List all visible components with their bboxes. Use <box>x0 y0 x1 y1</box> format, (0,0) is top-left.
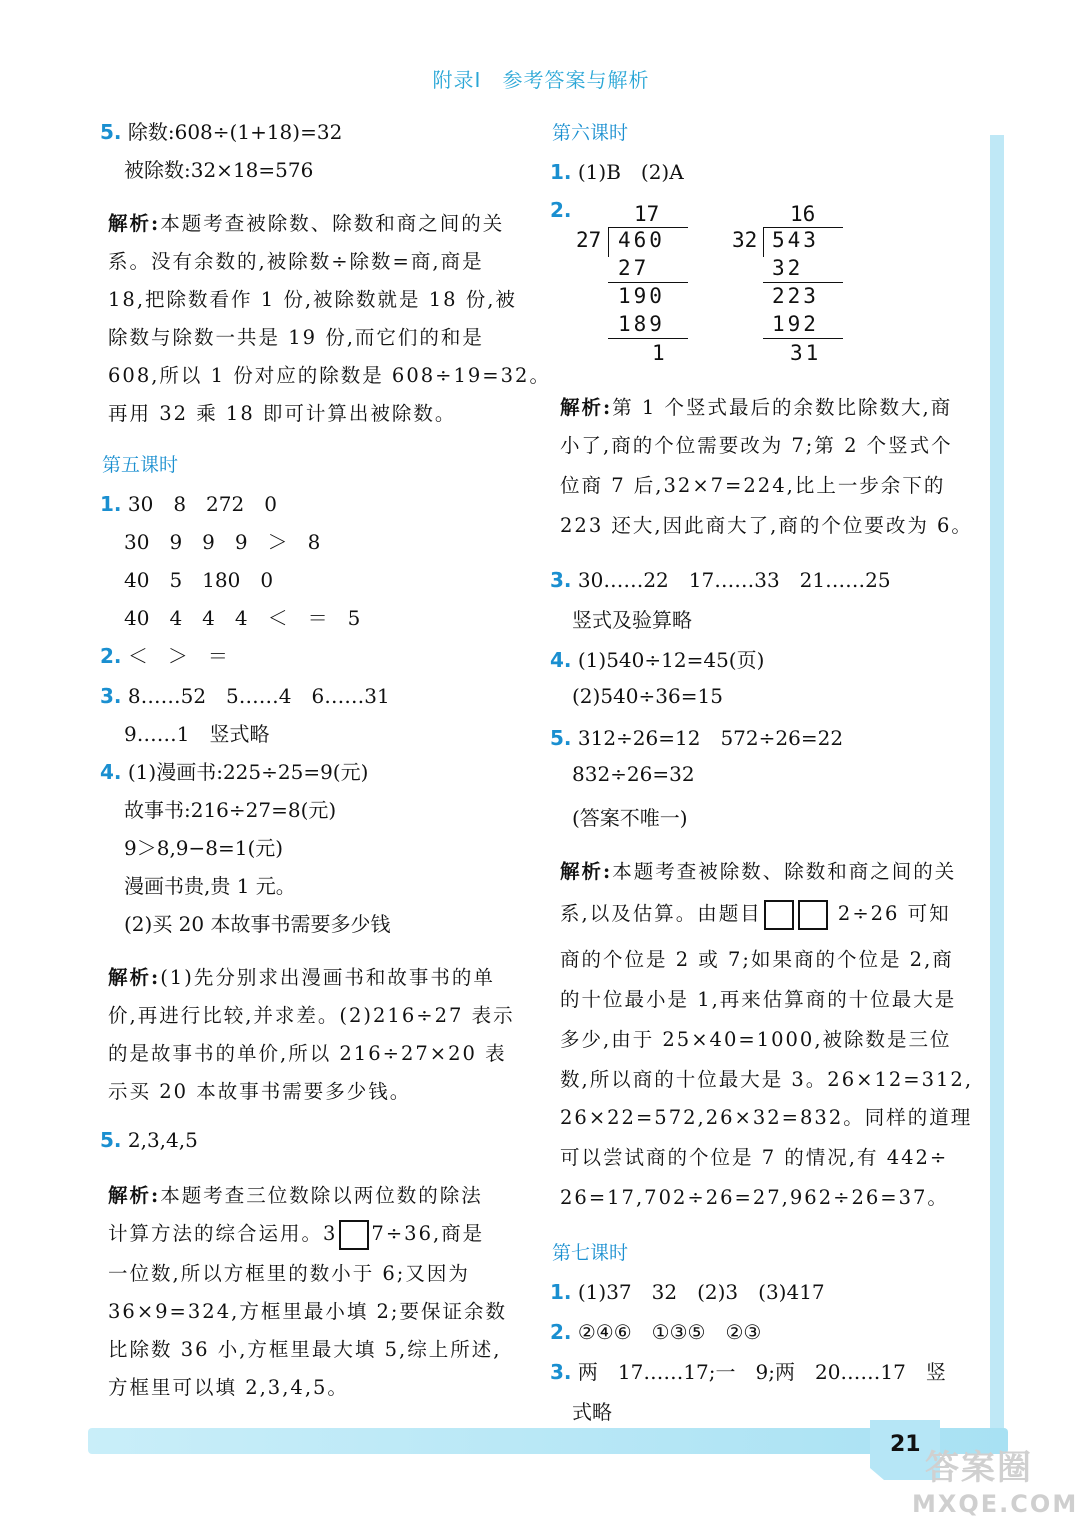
explanation-label: 解析: <box>108 1184 161 1207</box>
s6-q2-line <box>550 198 572 222</box>
step: 27 <box>618 256 650 280</box>
s6-q5-number: 5. <box>550 726 572 750</box>
q5-explanation-line: 再用 32 乘 18 即可计算出被除数。 <box>108 402 457 425</box>
s5-q4-line: (2)买 20 本故事书需要多少钱 <box>124 912 391 936</box>
explanation-label: 解析: <box>108 212 161 235</box>
rule <box>608 282 688 283</box>
s6-q2-explanation-line: 位商 7 后,32×7=224,比上一步余下的 <box>560 474 946 497</box>
s6-q5-explanation-line: 数,所以商的十位最大是 3。26×12=312, <box>560 1068 974 1091</box>
s5-q3-number: 3. <box>100 684 122 708</box>
q5-line2: 被除数:32×18=576 <box>124 158 314 182</box>
s5-q4-text: (1)漫画书:225÷25=9(元) <box>127 760 369 784</box>
s5-q1-line: 40 4 4 4 ＜ ＝ 5 <box>124 606 361 630</box>
rule <box>763 338 843 339</box>
s7-q1-line <box>550 1276 825 1305</box>
explanation-label: 解析: <box>560 396 613 419</box>
s5-q4-line: 故事书:216÷27=8(元) <box>124 798 337 822</box>
right-decor-band <box>990 135 1004 1435</box>
s6-q4-text: (1)540÷12=45(页) <box>577 648 765 672</box>
s5-q5-explanation-line: 方框里可以填 2,3,4,5。 <box>108 1376 349 1399</box>
s5-q3-line: 9……1 竖式略 <box>124 722 270 746</box>
blank-box <box>798 900 828 930</box>
s7-q1-text: (1)37 32 (2)3 (3)417 <box>577 1280 825 1304</box>
s6-q3-text: 30……22 17……33 21……25 <box>577 568 891 592</box>
step: 223 <box>772 284 819 308</box>
explanation-text: 2÷26 可知 <box>837 902 951 925</box>
s5-q3-text: 8……52 5……4 6……31 <box>127 684 390 708</box>
explanation-text: 本题考查被除数、除数和商之间的关 <box>160 212 505 235</box>
s6-q3-line <box>550 564 891 593</box>
section-title-6: 第六课时 <box>552 122 629 144</box>
s6-q5-text: 312÷26=12 572÷26=22 <box>577 726 844 750</box>
s6-q5-explanation-line: 商的个位是 2 或 7;如果商的个位是 2,商 <box>560 948 954 971</box>
s7-q3-number: 3. <box>550 1360 572 1384</box>
divisor: 32 <box>732 228 758 252</box>
s5-q3-line <box>100 680 390 709</box>
s5-q4-number: 4. <box>100 760 122 784</box>
quotient: 16 <box>790 202 816 226</box>
q5-explanation-line: 系。没有余数的,被除数÷除数=商,商是 <box>108 250 484 273</box>
explanation-label: 解析: <box>560 860 613 883</box>
rule <box>608 338 688 339</box>
explanation-text: 计算方法的综合运用。3 <box>108 1222 338 1245</box>
remainder: 1 <box>652 341 665 365</box>
blank-box <box>764 900 794 930</box>
s7-q3-text: 两 17……17;一 9;两 20……17 竖 <box>577 1360 946 1384</box>
step: 189 <box>618 312 665 336</box>
s6-q5-explanation-line: 的十位最小是 1,再来估算商的十位最大是 <box>560 988 957 1011</box>
s6-q4-line <box>550 644 764 673</box>
s5-q4-explanation-line: 的是故事书的单价,所以 216÷27×20 表 <box>108 1042 507 1065</box>
s6-q1-line <box>550 156 684 185</box>
q5-explanation-line <box>108 208 504 236</box>
s5-q4-explanation-line: 示买 20 本故事书需要多少钱。 <box>108 1080 412 1103</box>
step: 192 <box>772 312 819 336</box>
explanation-text: 第 1 个竖式最后的余数比除数大,商 <box>612 396 953 419</box>
remainder: 31 <box>790 341 822 365</box>
s6-q5-line <box>550 722 843 751</box>
s5-q5-text: 2,3,4,5 <box>127 1128 198 1152</box>
s6-q5-explanation-line: 26×22=572,26×32=832。同样的道理 <box>560 1106 973 1129</box>
s5-q2-line <box>100 640 228 669</box>
s6-q3-number: 3. <box>550 568 572 592</box>
s6-q2-explanation-line: 223 还大,因此商大了,商的个位要改为 6。 <box>560 514 973 537</box>
s5-q2-number: 2. <box>100 644 122 668</box>
quotient: 17 <box>634 202 660 226</box>
q5-text1: 除数:608÷(1+18)=32 <box>127 120 343 144</box>
explanation-text: 本题考查被除数、除数和商之间的关 <box>612 860 957 883</box>
s5-q1-text: 30 8 272 0 <box>127 492 277 516</box>
s7-q2-text: ②④⑥ ①③⑤ ②③ <box>577 1320 762 1344</box>
s5-q1-line: 40 5 180 0 <box>124 568 274 592</box>
s6-q5-explanation-line: 可以尝试商的个位是 7 的情况,有 442÷ <box>560 1146 949 1169</box>
s6-q2-explanation-line <box>560 392 952 420</box>
s5-q1-number: 1. <box>100 492 122 516</box>
s5-q5-number: 5. <box>100 1128 122 1152</box>
s5-q4-line <box>100 756 368 785</box>
s5-q5-explanation-line: 比除数 36 小,方框里最大填 5,综上所述, <box>108 1338 502 1361</box>
divisor: 27 <box>576 228 602 252</box>
s6-q4-line: (2)540÷36=15 <box>572 684 723 708</box>
step: 32 <box>772 256 804 280</box>
s6-q5-line: (答案不唯一) <box>572 806 688 830</box>
s6-q5-explanation-line <box>560 898 951 930</box>
section-title-5: 第五课时 <box>102 454 179 476</box>
s6-q4-number: 4. <box>550 648 572 672</box>
watermark-url: MXQE.COM <box>912 1490 1079 1518</box>
explanation-text: 本题考查三位数除以两位数的除法 <box>160 1184 483 1207</box>
s6-q5-line: 832÷26=32 <box>572 762 695 786</box>
bracket-side <box>763 227 764 257</box>
q5-explanation-line: 18,把除数看作 1 份,被除数就是 18 份,被 <box>108 288 517 311</box>
s5-q1-line: 30 9 9 9 ＞ 8 <box>124 530 321 554</box>
page-number: 21 <box>890 1432 921 1457</box>
explanation-text: 7÷36,商是 <box>371 1222 485 1245</box>
s7-q3-line: 式略 <box>572 1400 612 1424</box>
s5-q1-line <box>100 488 277 517</box>
explanation-label: 解析: <box>108 966 161 989</box>
dividend: 543 <box>772 228 819 252</box>
q5-explanation-line: 除数与除数一共是 19 份,而它们的和是 <box>108 326 484 349</box>
s5-q5-explanation-line <box>108 1180 483 1208</box>
s6-q5-explanation-line: 26=17,702÷26=27,962÷26=37。 <box>560 1186 949 1209</box>
s6-q1-number: 1. <box>550 160 572 184</box>
s6-q3-line: 竖式及验算略 <box>572 608 692 632</box>
q5-explanation-line: 608,所以 1 份对应的除数是 608÷19=32。 <box>108 364 551 387</box>
page-header: 附录Ⅰ 参考答案与解析 <box>432 68 650 92</box>
s7-q2-line <box>550 1316 761 1345</box>
s5-q5-explanation-line: 36×9=324,方框里最小填 2;要保证余数 <box>108 1300 507 1323</box>
bracket-side <box>608 227 609 257</box>
s5-q4-line: 9＞8,9−8=1(元) <box>124 836 284 860</box>
rule <box>763 282 843 283</box>
s5-q5-line <box>100 1128 198 1152</box>
s5-q2-text: ＜ ＞ ＝ <box>127 644 228 668</box>
s7-q3-line <box>550 1356 946 1385</box>
s6-q1-text: (1)B (2)A <box>577 160 684 184</box>
s5-q5-explanation-line: 一位数,所以方框里的数小于 6;又因为 <box>108 1262 470 1285</box>
s7-q2-number: 2. <box>550 1320 572 1344</box>
s5-q4-explanation-line: 价,再进行比较,并求差。(2)216÷27 表示 <box>108 1004 515 1027</box>
explanation-text: (1)先分别求出漫画书和故事书的单 <box>160 966 495 989</box>
s5-q5-explanation-line <box>108 1218 484 1250</box>
s5-q4-line: 漫画书贵,贵 1 元。 <box>124 874 296 898</box>
step: 190 <box>618 284 665 308</box>
s5-q4-explanation-line <box>108 962 495 990</box>
watermark: 答案圈 <box>925 1448 1033 1488</box>
blank-box <box>339 1220 369 1250</box>
s6-q5-explanation-line <box>560 856 956 884</box>
section-title-7: 第七课时 <box>552 1242 629 1264</box>
q5-line1 <box>100 116 342 145</box>
dividend: 460 <box>618 228 665 252</box>
s6-q5-explanation-line: 多少,由于 25×40=1000,被除数是三位 <box>560 1028 952 1051</box>
s6-q2-number: 2. <box>550 198 572 222</box>
s6-q2-explanation-line: 小了,商的个位需要改为 7;第 2 个竖式个 <box>560 434 953 457</box>
s7-q1-number: 1. <box>550 1280 572 1304</box>
q5-number: 5. <box>100 120 122 144</box>
explanation-text: 系,以及估算。由题目 <box>560 902 762 925</box>
